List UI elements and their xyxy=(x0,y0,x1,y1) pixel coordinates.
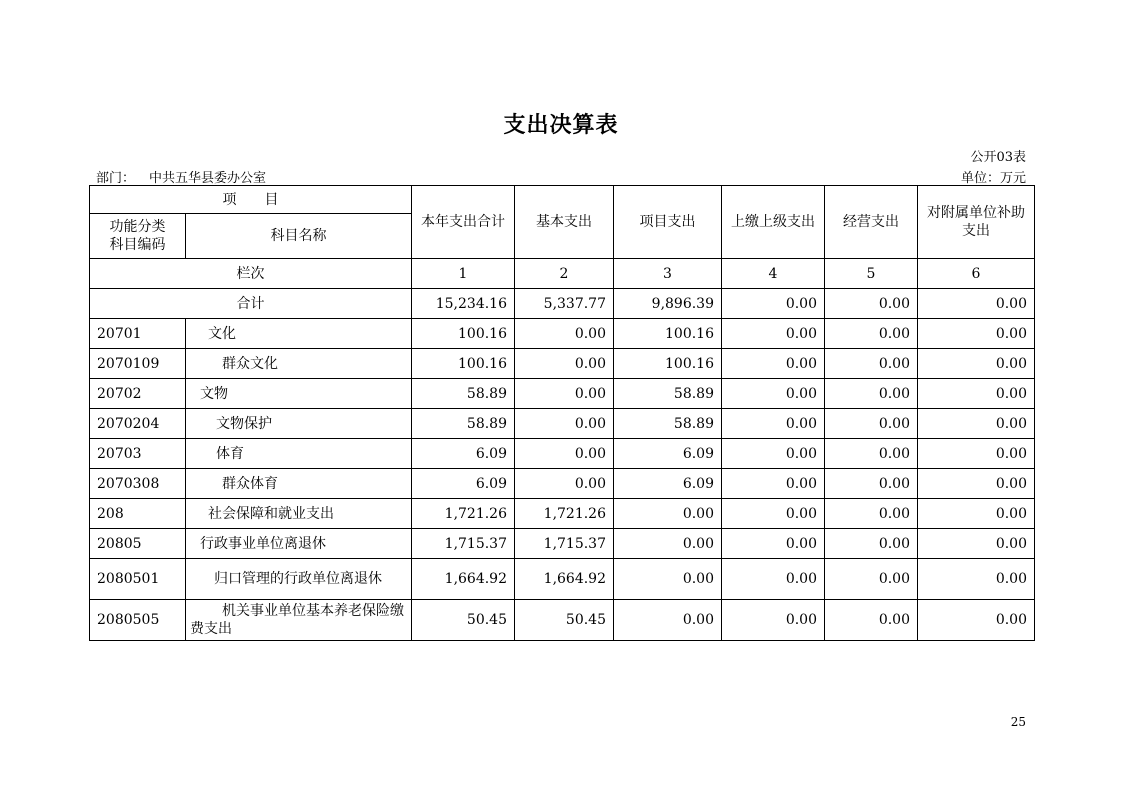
project-cell: 0.00 xyxy=(614,600,722,641)
table-row xyxy=(90,379,1035,409)
basic-cell: 0.00 xyxy=(515,349,614,379)
total-cell: 100.16 xyxy=(412,349,515,379)
basic-cell: 0.00 xyxy=(515,319,614,349)
total-cell: 1,715.37 xyxy=(412,529,515,559)
table-row xyxy=(90,319,1035,349)
column-index-2: 2 xyxy=(515,259,614,289)
name-cell: 机关事业单位基本养老保险缴费支出 xyxy=(186,600,412,641)
upper-cell: 0.00 xyxy=(722,469,825,499)
business-cell: 0.00 xyxy=(825,600,918,641)
table-row xyxy=(90,439,1035,469)
total-upper-cell: 0.00 xyxy=(722,289,825,319)
name-cell: 归口管理的行政单位离退休 xyxy=(186,559,412,600)
column-index-6: 6 xyxy=(918,259,1035,289)
column-index-row xyxy=(90,259,1035,289)
header-project: 项目支出 xyxy=(614,186,722,259)
business-cell: 0.00 xyxy=(825,559,918,600)
total-subsidy-cell: 0.00 xyxy=(918,289,1035,319)
header-upper: 上缴上级支出 xyxy=(722,186,825,259)
table-row xyxy=(90,469,1035,499)
subsidy-cell: 0.00 xyxy=(918,319,1035,349)
project-cell: 6.09 xyxy=(614,469,722,499)
header-business: 经营支出 xyxy=(825,186,918,259)
header-row-1 xyxy=(90,186,1035,214)
basic-cell: 1,715.37 xyxy=(515,529,614,559)
total-basic-cell: 5,337.77 xyxy=(515,289,614,319)
table-row xyxy=(90,529,1035,559)
project-cell: 0.00 xyxy=(614,499,722,529)
total-cell: 1,721.26 xyxy=(412,499,515,529)
table-row xyxy=(90,499,1035,529)
business-cell: 0.00 xyxy=(825,499,918,529)
column-index-1: 1 xyxy=(412,259,515,289)
subsidy-cell: 0.00 xyxy=(918,559,1035,600)
project-cell: 100.16 xyxy=(614,319,722,349)
department-line xyxy=(96,167,280,186)
name-cell: 社会保障和就业支出 xyxy=(186,499,412,529)
subsidy-cell: 0.00 xyxy=(918,529,1035,559)
business-cell: 0.00 xyxy=(825,439,918,469)
basic-cell: 0.00 xyxy=(515,469,614,499)
business-cell: 0.00 xyxy=(825,349,918,379)
subsidy-cell: 0.00 xyxy=(918,600,1035,641)
header-name: 科目名称 xyxy=(186,214,412,259)
total-cell: 15,234.16 xyxy=(412,289,515,319)
total-business-cell: 0.00 xyxy=(825,289,918,319)
code-cell: 2080505 xyxy=(90,600,186,641)
header-item: 项 目 xyxy=(90,186,412,214)
total-cell: 58.89 xyxy=(412,379,515,409)
code-cell: 20805 xyxy=(90,529,186,559)
code-cell: 2070308 xyxy=(90,469,186,499)
total-cell: 58.89 xyxy=(412,409,515,439)
total-label: 合计 xyxy=(90,289,412,319)
project-cell: 0.00 xyxy=(614,559,722,600)
column-index-4: 4 xyxy=(722,259,825,289)
table-row xyxy=(90,349,1035,379)
name-cell: 文物保护 xyxy=(186,409,412,439)
name-cell: 行政事业单位离退休 xyxy=(186,529,412,559)
business-cell: 0.00 xyxy=(825,469,918,499)
total-project-cell: 9,896.39 xyxy=(614,289,722,319)
project-cell: 58.89 xyxy=(614,409,722,439)
name-cell: 文物 xyxy=(186,379,412,409)
business-cell: 0.00 xyxy=(825,529,918,559)
subsidy-cell: 0.00 xyxy=(918,439,1035,469)
project-cell: 6.09 xyxy=(614,439,722,469)
subsidy-cell: 0.00 xyxy=(918,379,1035,409)
basic-cell: 1,664.92 xyxy=(515,559,614,600)
code-cell: 208 xyxy=(90,499,186,529)
upper-cell: 0.00 xyxy=(722,499,825,529)
basic-cell: 0.00 xyxy=(515,379,614,409)
subsidy-cell: 0.00 xyxy=(918,409,1035,439)
total-cell: 50.45 xyxy=(412,600,515,641)
upper-cell: 0.00 xyxy=(722,379,825,409)
total-cell: 100.16 xyxy=(412,319,515,349)
department-name: 中共五华县委办公室 xyxy=(149,171,267,186)
column-index-5: 5 xyxy=(825,259,918,289)
subsidy-cell: 0.00 xyxy=(918,499,1035,529)
code-cell: 20702 xyxy=(90,379,186,409)
form-number: 公开03表 xyxy=(970,150,1026,165)
page-title: 支出决算表 xyxy=(503,112,619,138)
business-cell: 0.00 xyxy=(825,409,918,439)
upper-cell: 0.00 xyxy=(722,349,825,379)
upper-cell: 0.00 xyxy=(722,559,825,600)
basic-cell: 0.00 xyxy=(515,439,614,469)
table-row xyxy=(90,559,1035,600)
project-cell: 100.16 xyxy=(614,349,722,379)
code-cell: 2080501 xyxy=(90,559,186,600)
column-index-3: 3 xyxy=(614,259,722,289)
code-cell: 2070204 xyxy=(90,409,186,439)
upper-cell: 0.00 xyxy=(722,409,825,439)
project-cell: 0.00 xyxy=(614,529,722,559)
business-cell: 0.00 xyxy=(825,319,918,349)
column-index-label: 栏次 xyxy=(90,259,412,289)
table-row xyxy=(90,409,1035,439)
total-cell: 1,664.92 xyxy=(412,559,515,600)
name-cell: 群众文化 xyxy=(186,349,412,379)
business-cell: 0.00 xyxy=(825,379,918,409)
header-code: 功能分类 科目编码 xyxy=(90,214,186,259)
header-basic: 基本支出 xyxy=(515,186,614,259)
basic-cell: 0.00 xyxy=(515,409,614,439)
basic-cell: 1,721.26 xyxy=(515,499,614,529)
total-cell: 6.09 xyxy=(412,469,515,499)
total-cell: 6.09 xyxy=(412,439,515,469)
code-cell: 20701 xyxy=(90,319,186,349)
header-subsidy: 对附属单位补助支出 xyxy=(918,186,1035,259)
page-number: 25 xyxy=(1010,715,1026,729)
upper-cell: 0.00 xyxy=(722,600,825,641)
name-cell: 文化 xyxy=(186,319,412,349)
upper-cell: 0.00 xyxy=(722,439,825,469)
unit-label: 单位：万元 xyxy=(960,171,1026,186)
code-cell: 2070109 xyxy=(90,349,186,379)
header-total: 本年支出合计 xyxy=(412,186,515,259)
total-row xyxy=(90,289,1035,319)
table-row xyxy=(90,600,1035,641)
subsidy-cell: 0.00 xyxy=(918,469,1035,499)
department-label: 部门： xyxy=(96,171,136,186)
upper-cell: 0.00 xyxy=(722,529,825,559)
subsidy-cell: 0.00 xyxy=(918,349,1035,379)
name-cell: 群众体育 xyxy=(186,469,412,499)
expenditure-table xyxy=(89,185,1035,641)
basic-cell: 50.45 xyxy=(515,600,614,641)
name-cell: 体育 xyxy=(186,439,412,469)
code-cell: 20703 xyxy=(90,439,186,469)
upper-cell: 0.00 xyxy=(722,319,825,349)
project-cell: 58.89 xyxy=(614,379,722,409)
